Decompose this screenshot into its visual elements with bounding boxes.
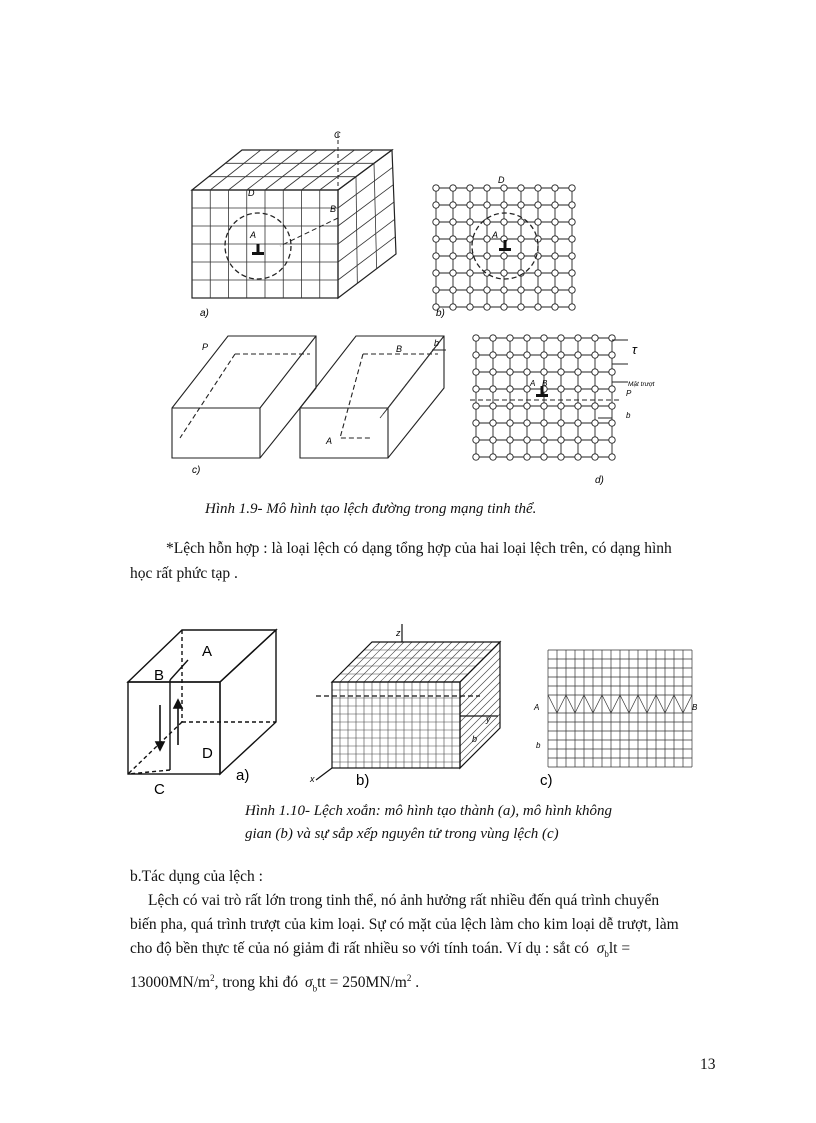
atom [501, 219, 507, 225]
label-c-top: C [334, 130, 341, 140]
atom [490, 386, 496, 392]
atom [501, 304, 507, 310]
atom [490, 420, 496, 426]
grid-line [460, 674, 500, 714]
panel-c-label-1-10: c) [540, 772, 553, 789]
atom [433, 185, 439, 191]
block-b-right [460, 642, 500, 768]
atom [552, 253, 558, 259]
cube-right [220, 630, 276, 774]
atom [450, 253, 456, 259]
atom [433, 236, 439, 242]
atom [524, 369, 530, 375]
label-tau: τ [632, 342, 637, 357]
atom [507, 386, 513, 392]
paragraph-mixed-dislocation [130, 538, 718, 585]
atom [569, 253, 575, 259]
paragraph-mixed-line-2: học rất phức tạp . [130, 565, 238, 582]
dislocation-line-a [280, 218, 338, 246]
grid-line [338, 202, 394, 244]
atom [433, 253, 439, 259]
atom [484, 304, 490, 310]
atom [433, 219, 439, 225]
label-bvec-d: b [626, 411, 631, 420]
atom [558, 437, 564, 443]
atom [450, 202, 456, 208]
atom [609, 386, 615, 392]
atom [552, 270, 558, 276]
atom [552, 185, 558, 191]
grid-line [412, 642, 452, 682]
panel-a-label: a) [200, 308, 209, 319]
atom [541, 454, 547, 460]
atom [592, 369, 598, 375]
atom [467, 253, 473, 259]
atom [467, 202, 473, 208]
atom [552, 287, 558, 293]
atom [552, 304, 558, 310]
label-y: y [486, 714, 491, 724]
atom [575, 352, 581, 358]
value-13000: 13000MN/m [130, 974, 211, 992]
grid-line [338, 185, 393, 226]
atom [535, 304, 541, 310]
grid-line [460, 698, 500, 738]
atom [569, 270, 575, 276]
atom [558, 352, 564, 358]
atom [490, 369, 496, 375]
atom [558, 403, 564, 409]
dislocation-symbol-b-stem [504, 240, 507, 249]
cut-plane-top [170, 660, 188, 680]
sup-2-b: 2 [406, 973, 412, 984]
end-dot: . [411, 974, 420, 992]
label-bvec-c: b [434, 338, 440, 348]
atom [569, 219, 575, 225]
atom [507, 437, 513, 443]
section-b-line-3 [130, 938, 718, 965]
atom [473, 335, 479, 341]
mid-text: , trong khi đó [214, 974, 299, 992]
atom [524, 352, 530, 358]
atom [467, 185, 473, 191]
atom [592, 420, 598, 426]
atom [467, 270, 473, 276]
atom [518, 219, 524, 225]
figure-1-10 [120, 620, 710, 800]
grid-line [420, 642, 460, 682]
paragraph-mixed-line-1: *Lệch hỗn hợp : là loại lệch có dạng tổng hợp của hai loại lệch trên, có dạng hình [166, 540, 672, 557]
atom [541, 403, 547, 409]
atom [541, 352, 547, 358]
atom [450, 185, 456, 191]
panel-b-label: b) [436, 308, 445, 319]
atom [535, 185, 541, 191]
tt-equals: tt = 250MN/m [317, 974, 407, 992]
atom [575, 420, 581, 426]
atom [592, 403, 598, 409]
atom [558, 369, 564, 375]
atom [473, 352, 479, 358]
grid-line [460, 722, 500, 762]
atom [569, 287, 575, 293]
figure-1-9-drawing [140, 128, 660, 498]
atom [473, 403, 479, 409]
atom [558, 335, 564, 341]
figure-1-9-caption: Hình 1.9- Mô hình tạo lệch đường trong mạng tinh thể. [205, 501, 537, 517]
atom [592, 335, 598, 341]
grid-line [404, 642, 444, 682]
atom [450, 304, 456, 310]
lt-equals: lt = [608, 940, 631, 957]
atom [473, 454, 479, 460]
atom [518, 253, 524, 259]
atom [473, 369, 479, 375]
atom [450, 219, 456, 225]
label-a-d: A [530, 379, 536, 388]
atom [569, 236, 575, 242]
sigma-sub-1: b [604, 949, 609, 960]
label-mat-truot: Mặt trượt [628, 381, 655, 388]
atom [490, 437, 496, 443]
atom [575, 386, 581, 392]
grid-line [460, 666, 500, 706]
atom [507, 352, 513, 358]
grid-line [460, 650, 500, 690]
atom [552, 219, 558, 225]
atom [609, 403, 615, 409]
atom [558, 420, 564, 426]
grid-line [436, 642, 476, 682]
label-a-c: A [326, 436, 333, 446]
grid-line [444, 642, 484, 682]
atom [575, 335, 581, 341]
atom [552, 236, 558, 242]
section-b-line-1: Lệch có vai trò rất lớn trong tinh thể, nó ảnh hưởng rất nhiều đến quá trình chuyển [148, 892, 660, 909]
grid-line [338, 167, 393, 208]
grid-line [388, 642, 428, 682]
atom [490, 454, 496, 460]
atom [490, 352, 496, 358]
atom [609, 352, 615, 358]
atom [575, 369, 581, 375]
atom [501, 253, 507, 259]
arrow-down-head [156, 742, 164, 750]
atom [569, 304, 575, 310]
box-1-edge-2 [260, 336, 316, 408]
atom [575, 437, 581, 443]
grid-line [460, 706, 500, 746]
section-b-line-4 [130, 967, 718, 999]
section-b-line-3-text: cho độ bền thực tế của nó giảm đi rất nhiều so với tính toán. Ví dụ : sắt có [130, 940, 589, 957]
atom [592, 386, 598, 392]
atom [507, 335, 513, 341]
panel-a-label-1-10: a) [236, 767, 250, 784]
axis-x [316, 768, 332, 780]
atom [507, 369, 513, 375]
atom [558, 454, 564, 460]
label-a-a: A [250, 230, 257, 240]
grid-line [460, 658, 500, 698]
label-a-c-1-10: A [534, 703, 540, 712]
atom [484, 236, 490, 242]
atom [569, 185, 575, 191]
label-d-1-10: D [202, 745, 213, 762]
label-bvec-b: b [472, 734, 478, 744]
atom [450, 236, 456, 242]
atom [575, 403, 581, 409]
section-b-heading: b.Tác dụng của lệch : [130, 868, 263, 885]
atom [541, 335, 547, 341]
grid-line [396, 642, 436, 682]
atom [467, 219, 473, 225]
atom [609, 437, 615, 443]
atom [518, 236, 524, 242]
atom [541, 369, 547, 375]
label-c-1-10: C [154, 781, 165, 798]
atom [535, 287, 541, 293]
grid-line [356, 642, 396, 682]
atom [518, 304, 524, 310]
label-z: z [396, 628, 401, 638]
atom [501, 185, 507, 191]
atom [518, 287, 524, 293]
label-b-a: B [330, 204, 337, 214]
figure-1-9 [140, 128, 660, 498]
grid-line [338, 219, 395, 262]
dislocation-symbol-a-stem [257, 244, 260, 253]
atom [524, 420, 530, 426]
atom [535, 202, 541, 208]
atom [524, 454, 530, 460]
atom [524, 403, 530, 409]
atom [541, 437, 547, 443]
grid-line [340, 642, 380, 682]
atom [592, 454, 598, 460]
label-d-a: D [248, 188, 255, 198]
label-b-d: B [542, 379, 548, 388]
section-b-line-2: biến pha, quá trình trượt của kim loại. Sự có mặt của lệch làm cho kim loại dễ trượt, làm [130, 916, 679, 933]
label-bvec-c-1-10: b [536, 741, 541, 750]
atom [467, 287, 473, 293]
label-b-1-10: B [154, 667, 165, 684]
sup-2-a: 2 [210, 973, 215, 984]
atom [484, 202, 490, 208]
atom [535, 270, 541, 276]
label-b-c: B [396, 344, 403, 354]
figure-1-10-caption [245, 800, 612, 846]
atom [609, 420, 615, 426]
panel-b-label-1-10: b) [356, 772, 370, 789]
atom [473, 437, 479, 443]
atom [501, 287, 507, 293]
arrow-up-head [174, 700, 182, 708]
block-top-face [192, 150, 392, 190]
atom [507, 420, 513, 426]
atom [473, 420, 479, 426]
atom [541, 420, 547, 426]
figure-1-10-drawing [120, 620, 710, 800]
atom [484, 185, 490, 191]
grid-line [380, 642, 420, 682]
atom [433, 270, 439, 276]
figure-1-10-caption-line-2: gian (b) và sự sắp xếp nguyên tử trong vùng lệch (c) [245, 826, 559, 842]
grid-line [428, 642, 468, 682]
box-2-dash-2 [340, 354, 372, 438]
label-x: x [310, 774, 315, 784]
atom [507, 403, 513, 409]
atom [490, 335, 496, 341]
label-p-d: P [626, 389, 632, 398]
atom [484, 219, 490, 225]
atom [507, 454, 513, 460]
atom [518, 185, 524, 191]
panel-d-label: d) [595, 475, 604, 486]
atom [484, 287, 490, 293]
grid-line [364, 642, 404, 682]
page-number: 13 [700, 1056, 716, 1073]
grid-line [372, 642, 412, 682]
atom [490, 403, 496, 409]
label-a-1-10: A [202, 643, 213, 660]
label-p-c: P [202, 342, 209, 352]
sigma-symbol-1: σ [596, 940, 605, 957]
atom [575, 454, 581, 460]
atom [535, 219, 541, 225]
atom [501, 270, 507, 276]
label-d-b: D [498, 175, 505, 185]
atom [518, 202, 524, 208]
atom [592, 352, 598, 358]
figure-1-10-caption-line-1: Hình 1.10- Lệch xoắn: mô hình tạo thành (a), mô hình không [245, 803, 613, 819]
atom [552, 202, 558, 208]
grid-line [452, 642, 492, 682]
atom [609, 369, 615, 375]
label-b-c-1-10: B [692, 703, 698, 712]
section-b [130, 866, 718, 999]
atom [569, 202, 575, 208]
atom [450, 270, 456, 276]
atom [450, 287, 456, 293]
atom [558, 386, 564, 392]
block-right-face [338, 150, 396, 298]
atom [484, 253, 490, 259]
cube-hidden-diag [128, 722, 182, 774]
grid-line [348, 642, 388, 682]
grid-line [338, 237, 395, 280]
atom [501, 202, 507, 208]
atom [524, 437, 530, 443]
atom [433, 287, 439, 293]
sigma-symbol-2: σ [305, 974, 313, 992]
atom [609, 454, 615, 460]
atom [524, 335, 530, 341]
box-1-dash-2 [180, 354, 235, 438]
sigma-sub-2: b [312, 983, 318, 994]
label-a-b: A [492, 230, 499, 240]
panel-c-label: c) [192, 465, 201, 476]
atom [433, 202, 439, 208]
atom [592, 437, 598, 443]
atom [467, 304, 473, 310]
atom [473, 386, 479, 392]
